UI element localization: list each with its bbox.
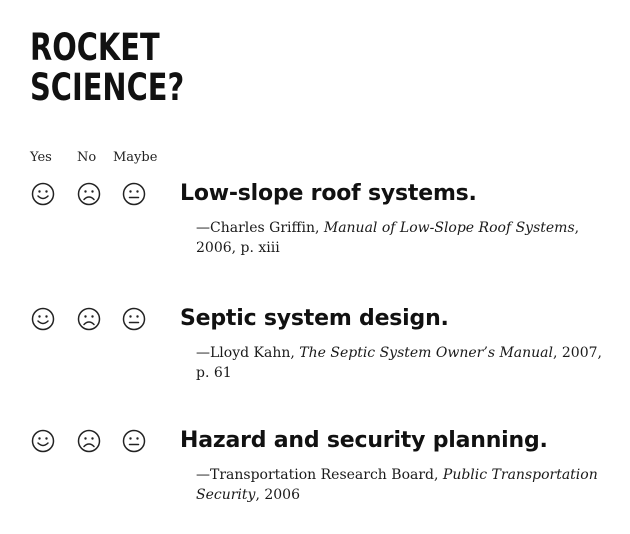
citation-details: , 2006 <box>255 487 300 503</box>
frowning-face-icon[interactable] <box>77 307 101 331</box>
yes-column-label: Yes <box>30 150 52 165</box>
smiley-face-icon[interactable] <box>31 182 55 206</box>
page-title-line-1: ROCKET <box>30 26 160 69</box>
frowning-face-icon[interactable] <box>77 182 101 206</box>
neutral-face-icon[interactable] <box>122 429 146 453</box>
item-heading: Low-slope roof systems. <box>180 181 477 206</box>
page-title-line-2: SCIENCE? <box>30 66 185 109</box>
citation-author: —Lloyd Kahn, <box>196 345 300 361</box>
item-citation <box>196 465 606 505</box>
citation-author: —Transportation Research Board, <box>196 467 443 483</box>
page-title <box>30 28 184 108</box>
citation-author: —Charles Griffin, <box>196 220 324 236</box>
item-citation <box>196 218 606 258</box>
citation-details: , 2006, p. xiii <box>196 220 580 256</box>
smiley-face-icon[interactable] <box>31 307 55 331</box>
citation-title: The Septic System Owner’s Manual <box>299 345 553 361</box>
item-heading: Hazard and security planning. <box>180 428 548 453</box>
smiley-face-icon[interactable] <box>31 429 55 453</box>
citation-title: Public Transportation Security <box>196 467 598 503</box>
citation-details: , 2007, p. 61 <box>196 345 602 381</box>
maybe-column-label: Maybe <box>113 150 158 165</box>
item-citation <box>196 343 606 383</box>
frowning-face-icon[interactable] <box>77 429 101 453</box>
item-heading: Septic system design. <box>180 306 449 331</box>
no-column-label: No <box>77 150 97 165</box>
neutral-face-icon[interactable] <box>122 182 146 206</box>
citation-title: Manual of Low-Slope Roof Systems <box>323 220 575 236</box>
neutral-face-icon[interactable] <box>122 307 146 331</box>
